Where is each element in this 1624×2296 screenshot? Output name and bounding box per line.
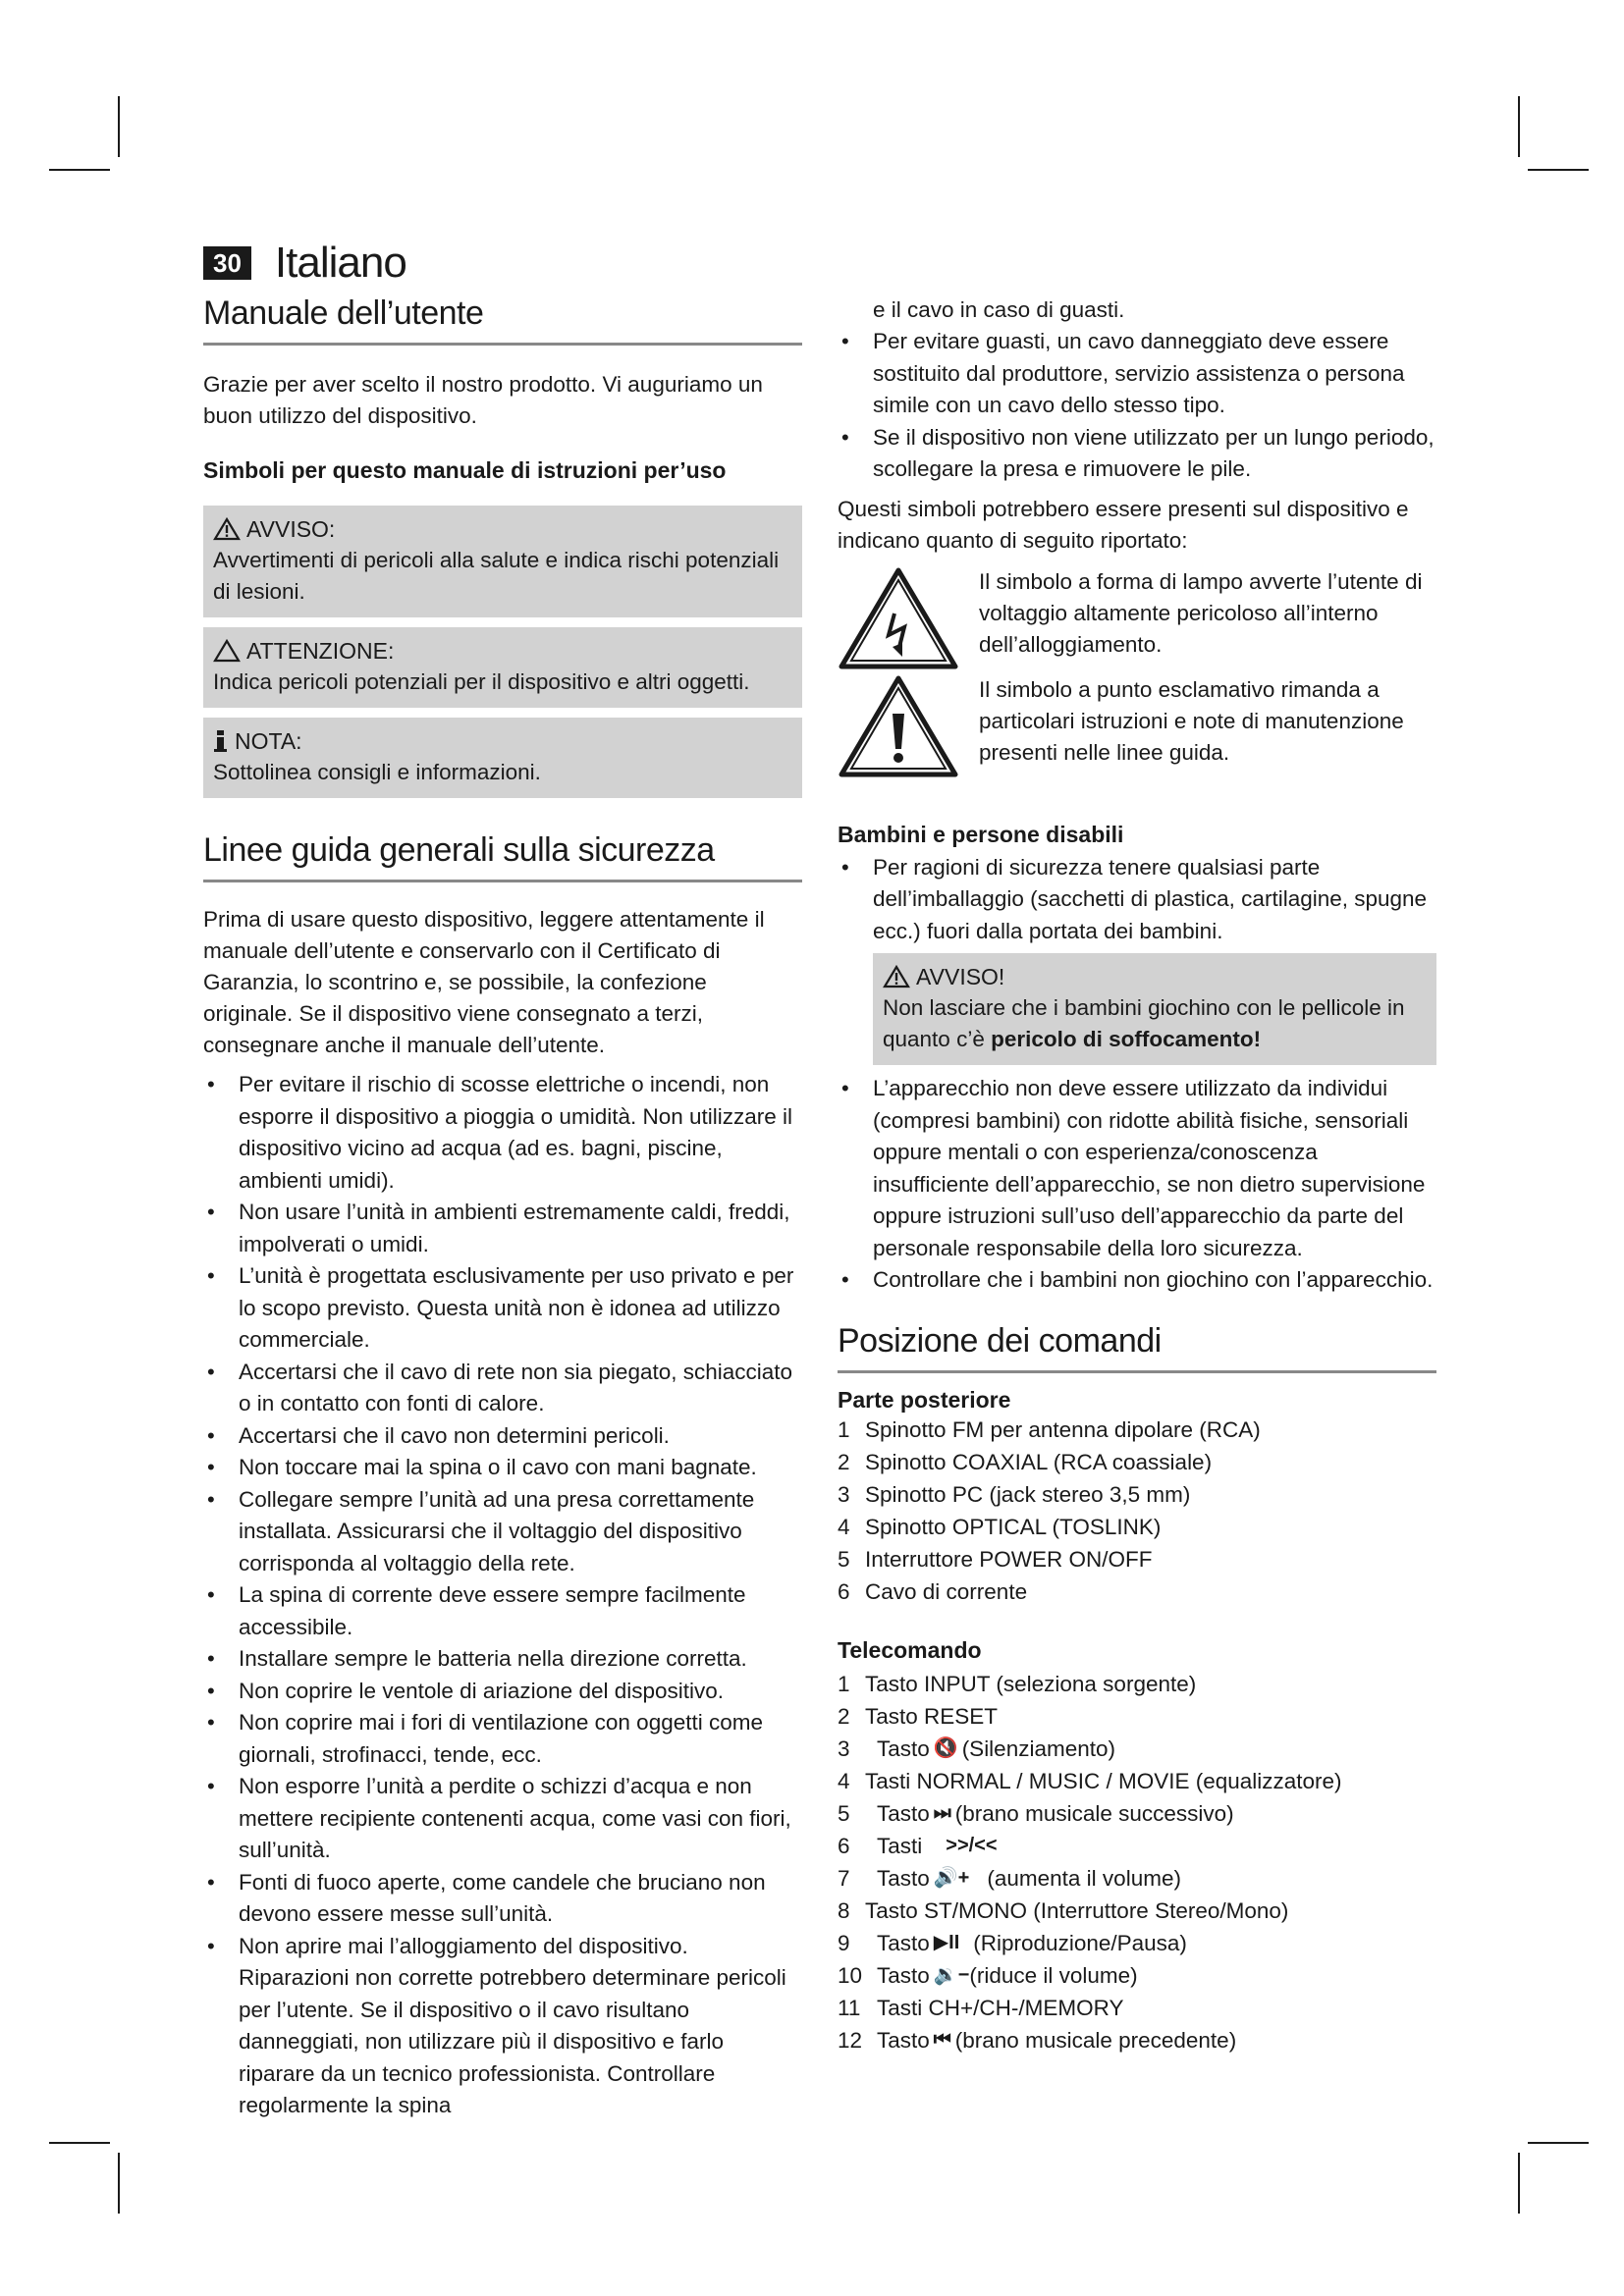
warning-triangle-icon — [883, 965, 910, 988]
list-item: 2 Spinotto COAXIAL (RCA coassiale) — [838, 1449, 1213, 1474]
children-warning-bold: pericolo di soffocamento! — [991, 1027, 1262, 1051]
crop-mark — [118, 2153, 120, 2214]
safety-bullet-list-continued — [838, 326, 1436, 486]
list-item: 10 Tasto 🔉− (riduce il volume) — [838, 1959, 1436, 1992]
list-item: • Non toccare mai la spina o il cavo con mani bagnate. — [203, 1452, 802, 1484]
list-item: 4 Tasti NORMAL / MUSIC / MOVIE (equalizzatore) — [838, 1768, 1342, 1793]
note-text: Sottolinea consigli e informazioni. — [213, 760, 541, 784]
caution-triangle-icon — [213, 639, 241, 663]
children-warning-title: AVVISO! — [916, 964, 1005, 989]
caution-text: Indica pericoli potenziali per il dispositivo e altri oggetti. — [213, 669, 750, 694]
list-item: • Installare sempre le batteria nella direzione corretta. — [203, 1643, 802, 1676]
list-item: 5 Interruttore POWER ON/OFF — [838, 1546, 1153, 1572]
list-item: 2 Tasto RESET — [838, 1703, 999, 1729]
list-item: 7 Tasto 🔊+ (aumenta il volume) — [838, 1862, 1436, 1895]
crop-mark — [49, 169, 110, 171]
lightning-warning-icon — [838, 566, 959, 670]
warning-text: Avvertimenti di pericoli alla salute e indica rischi potenziali di lesioni. — [213, 548, 780, 604]
list-item: • L’unità è progettata esclusivamente per uso privato e per lo scopo previsto. Questa unità non è idonea ad utilizzo commerciale. — [203, 1260, 802, 1357]
list-item: 8 Tasto ST/MONO (Interruttore Stereo/Mono) — [838, 1897, 1289, 1923]
exclamation-warning-icon — [838, 674, 959, 778]
list-item: • Per ragioni di sicurezza tenere qualsiasi parte dell’imballaggio (sacchetti di plastica, cartilagine, spugne ecc.) fuori dalla portata dei bambini. — [838, 852, 1436, 948]
left-column — [203, 236, 802, 2122]
caution-title: ATTENZIONE: — [246, 638, 395, 664]
safety-intro: Prima di usare questo dispositivo, leggere attentamente il manuale dell’utente e conservarlo con il Certificato di Garanzia, lo scontrino e, se possibile, la confezione originale. Se il dispositivo viene consegnato a terzi, consegnare anche il manuale dell’utente. — [203, 907, 765, 1057]
list-item: • L’apparecchio non deve essere utilizzato da individui (compresi bambini) con ridotte abilità fisiche, sensoriali oppure mentali o con esperienza/conoscenza insufficiente dell’apparecchio, se non dietro supervisione oppure istruzioni sull’uso dell’apparecchio da parte del personale responsabile della loro sicurezza. — [838, 1073, 1436, 1264]
info-icon — [213, 728, 229, 754]
volume-down-icon: 🔉− — [933, 1963, 970, 1986]
exclamation-symbol-row — [838, 674, 1436, 778]
language-title: Italiano — [274, 239, 406, 287]
safety-title: Linee guida generali sulla sicurezza — [203, 831, 802, 882]
list-item: 6 Tasti >>/<< — [838, 1830, 1436, 1862]
list-item: 1 Tasto INPUT (seleziona sorgente) — [838, 1671, 1197, 1696]
children-bullet-list-2 — [838, 1073, 1436, 1297]
list-item: • Non esporre l’unità a perdite o schizzi d’acqua e non mettere recipiente contenenti acqua, come vasi con fiori, sull’unità. — [203, 1771, 802, 1867]
warning-title: AVVISO: — [246, 516, 336, 542]
play-pause-icon: ▶II — [933, 1931, 960, 1953]
list-item: • Controllare che i bambini non giochino con l’apparecchio. — [838, 1264, 1436, 1297]
list-item: • Collegare sempre l’unità ad una presa correttamente installata. Assicurarsi che il voltaggio del dispositivo corrisponda al voltaggio della rete. — [203, 1484, 802, 1580]
list-item: 1 Spinotto FM per antenna dipolare (RCA) — [838, 1416, 1261, 1442]
list-item: 9 Tasto ▶II (Riproduzione/Pausa) — [838, 1927, 1436, 1959]
list-item: • Accertarsi che il cavo non determini pericoli. — [203, 1420, 802, 1453]
rear-heading: Parte posteriore — [838, 1386, 1011, 1413]
lightning-symbol-row — [838, 566, 1436, 670]
symbols-intro: Questi simboli potrebbero essere presenti sul dispositivo e indicano quanto di seguito riportato: — [838, 496, 1409, 553]
continued-text: e il cavo in caso di guasti. — [873, 297, 1125, 322]
children-warning-text: Non lasciare che i bambini giochino con le pellicole in quanto c’è — [883, 995, 1405, 1051]
list-item: • Non coprire mai i fori di ventilazione con oggetti come giornali, strofinacci, tende, ecc. — [203, 1707, 802, 1771]
symbols-heading: Simboli per questo manuale di istruzioni per’uso — [203, 457, 727, 483]
crop-mark — [1518, 2153, 1520, 2214]
previous-track-icon: ⏮ — [933, 2028, 951, 2051]
list-item: • Fonti di fuoco aperte, come candele che bruciano non devono essere messe sull’unità. — [203, 1867, 802, 1931]
crop-mark — [118, 96, 120, 157]
crop-mark — [49, 2142, 110, 2144]
warning-triangle-icon — [213, 517, 241, 541]
page-header — [203, 236, 802, 291]
manual-title: Manuale dell’utente — [203, 294, 802, 346]
list-item: • Accertarsi che il cavo di rete non sia piegato, schiacciato o in contatto con fonti di calore. — [203, 1357, 802, 1420]
page-number: 30 — [203, 246, 251, 280]
lightning-text: Il simbolo a forma di lampo avverte l’utente di voltaggio altamente pericoloso all’interno dell’alloggiamento. — [979, 568, 1423, 657]
mute-icon: 🔇 — [933, 1736, 958, 1759]
remote-list — [838, 1668, 1436, 2056]
manual-intro: Grazie per aver scelto il nostro prodotto. Vi auguriamo un buon utilizzo del dispositivo. — [203, 372, 763, 428]
list-item: 6 Cavo di corrente — [838, 1578, 1028, 1604]
caution-box — [203, 627, 802, 708]
list-item: 5 Tasto ⏭ (brano musicale successivo) — [838, 1797, 1436, 1830]
crop-mark — [1518, 96, 1520, 157]
remote-heading: Telecomando — [838, 1636, 982, 1663]
warning-box — [203, 506, 802, 617]
list-item: • La spina di corrente deve essere sempre facilmente accessibile. — [203, 1579, 802, 1643]
crop-mark — [1528, 2142, 1589, 2144]
list-item: • Se il dispositivo non viene utilizzato per un lungo periodo, scollegare la presa e rimuovere le pile. — [838, 422, 1436, 486]
next-track-icon: ⏭ — [933, 1801, 951, 1824]
children-bullet-list — [838, 852, 1436, 948]
children-warning-box — [873, 953, 1436, 1065]
list-item: 11 Tasti CH+/CH-/MEMORY — [838, 1995, 1124, 2020]
children-warning-body — [883, 992, 1427, 1055]
list-item: • Per evitare guasti, un cavo danneggiato deve essere sostituito dal produttore, servizio assistenza o persona simile con un cavo dello stesso tipo. — [838, 326, 1436, 422]
volume-up-icon: 🔊+ — [933, 1866, 970, 1889]
list-item: 3 Spinotto PC (jack stereo 3,5 mm) — [838, 1481, 1191, 1507]
skip-icon: >>/<< — [946, 1834, 998, 1856]
list-item: 3 Tasto 🔇 (Silenziamento) — [838, 1733, 1436, 1765]
list-item: • Per evitare il rischio di scosse elettriche o incendi, non esporre il dispositivo a pioggia o umidità. Non utilizzare il dispositivo vicino ad acqua (ad es. bagni, piscine, ambienti umidi). — [203, 1069, 802, 1197]
list-item: 12 Tasto ⏮ (brano musicale precedente) — [838, 2024, 1436, 2056]
rear-list — [838, 1414, 1436, 1608]
list-item: 4 Spinotto OPTICAL (TOSLINK) — [838, 1514, 1162, 1539]
right-column — [838, 294, 1436, 2056]
note-box — [203, 718, 802, 798]
controls-title: Posizione dei comandi — [838, 1322, 1436, 1373]
note-title: NOTA: — [235, 728, 302, 754]
list-item: • Non coprire le ventole di ariazione del dispositivo. — [203, 1676, 802, 1708]
children-heading: Bambini e persone disabili — [838, 821, 1124, 847]
list-item: • Non aprire mai l’alloggiamento del dispositivo. Riparazioni non corrette potrebbero determinare pericoli per l’utente. Se il dispositivo o il cavo risultano danneggiati, non utilizzare più il dispositivo e farlo riparare da un tecnico professionista. Controllare regolarmente la spina — [203, 1931, 802, 2122]
exclamation-text: Il simbolo a punto esclamativo rimanda a particolari istruzioni e note di manutenzione presenti nelle linee guida. — [979, 676, 1404, 765]
crop-mark — [1528, 169, 1589, 171]
safety-bullet-list — [203, 1069, 802, 2122]
list-item: • Non usare l’unità in ambienti estremamente caldi, freddi, impolverati o umidi. — [203, 1197, 802, 1260]
